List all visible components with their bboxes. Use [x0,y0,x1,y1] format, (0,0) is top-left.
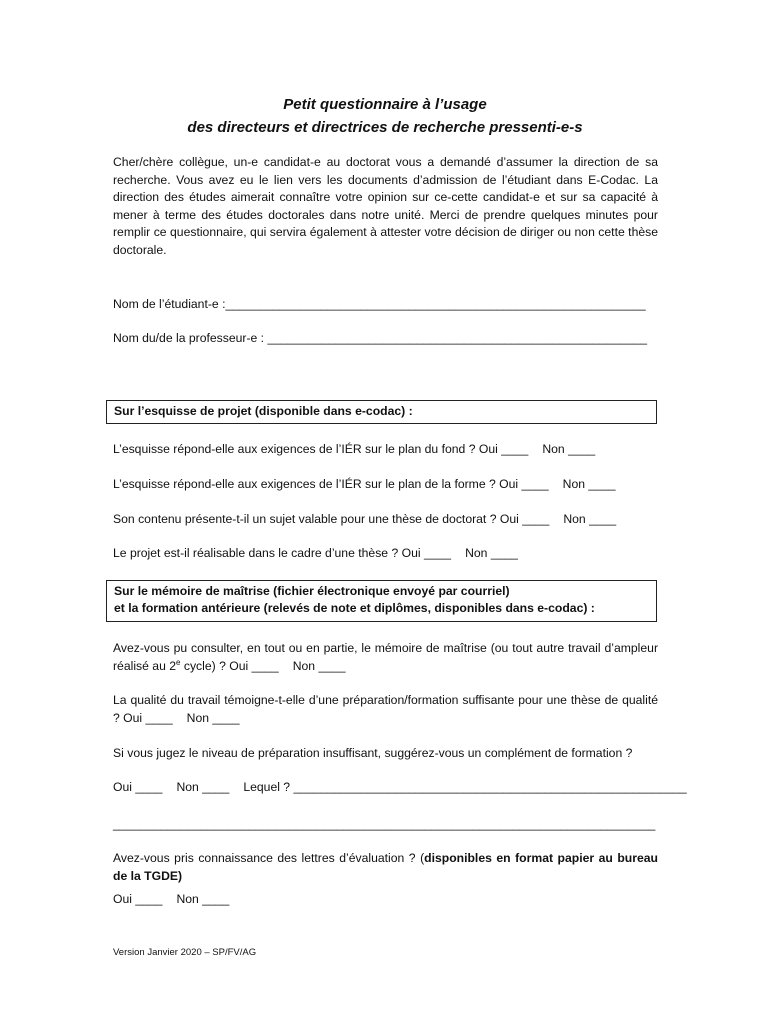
question-qualite-non[interactable]: Non ____ [186,710,240,725]
superscript-e: e [176,657,181,667]
page-title-line1: Petit questionnaire à l’usage [283,96,487,113]
question-lettres-text: Avez-vous pris connaissance des lettres d’évaluation ? ( [113,851,425,865]
question-memoire-consulte [113,640,658,675]
question-realisable [113,545,518,561]
question-memoire-text-after: cycle) ? Oui ____ [180,658,279,673]
question-memoire-text: Avez-vous pu consulter, en tout ou en partie, le mémoire de maîtrise (ou tout autre travail d’ampleur réalisé au 2 [113,641,658,673]
question-complement: Si vous jugez le niveau de préparation insuffisant, suggérez-vous un complément de formation ? [113,746,633,760]
page-title-line2: des directeurs et directrices de recherche pressenti-e-s [187,119,583,136]
complement-answer-row [113,779,687,795]
question-forme [113,476,616,492]
question-qualite [113,692,658,727]
lettres-non[interactable]: Non ____ [176,892,230,906]
lettres-oui[interactable]: Oui ____ [113,892,163,906]
question-forme-text: L’esquisse répond-elle aux exigences de l’IÉR sur le plan de la forme ? Oui ____ [113,477,549,491]
complement-lequel-field[interactable]: Lequel ? __________________________________________________________ [243,780,687,794]
version-footer: Version Janvier 2020 – SP/FV/AG [113,947,257,958]
section-header-esquisse-text: Sur l’esquisse de projet (disponible dans e-codac) : [114,404,413,418]
professor-name-field[interactable]: Nom du/de la professeur-e : ________________________________________________________ [113,331,648,345]
question-realisable-text: Le projet est-il réalisable dans le cadre d’une thèse ? Oui ____ [113,546,452,560]
section-header-memoire-line1: Sur le mémoire de maîtrise (fichier électronique envoyé par courriel) [114,584,510,598]
question-contenu-text: Son contenu présente-t-il un sujet valable pour une thèse de doctorat ? Oui ____ [113,512,550,526]
complement-non[interactable]: Non ____ [176,780,230,794]
question-fond-non[interactable]: Non ____ [542,442,596,456]
question-contenu-non[interactable]: Non ____ [563,512,617,526]
section-header-memoire-line2: et la formation antérieure (relevés de note et diplômes, disponibles dans e-codac) : [114,601,595,615]
complement-oui[interactable]: Oui ____ [113,780,163,794]
question-realisable-non[interactable]: Non ____ [465,546,518,560]
intro-paragraph: Cher/chère collègue, un-e candidat-e au doctorat vous a demandé d’assumer la direction de sa recherche. Vous avez eu le lien vers les documents d’admission de l’étudiant dans E-Codac. La direction des études aimerait connaître votre opinion sur ce-cette candidat-e et sur sa capacité à mener à terme des études doctorales dans notre unité. Merci de prendre quelques minutes pour remplir ce questionnaire, qui servira également à attester votre décision de diriger ou non cette thèse doctorale. [113,155,658,257]
question-memoire-non[interactable]: Non ____ [292,658,346,673]
question-fond-text: L’esquisse répond-elle aux exigences de l’IÉR sur le plan du fond ? Oui ____ [113,442,529,456]
question-qualite-text: La qualité du travail témoigne-t-elle d’une préparation/formation suffisante pour une thèse de qualité ? Oui ____ [113,693,658,725]
question-forme-non[interactable]: Non ____ [562,477,616,491]
section-header-memoire [106,580,657,622]
question-lettres [113,850,658,885]
lettres-answer-row [113,891,229,907]
student-name-field[interactable]: Nom de l’étudiant-e :______________________________________________________________ [113,297,646,311]
question-contenu [113,511,616,527]
question-fond [113,441,595,457]
complement-extra-line[interactable]: ________________________________________________________________________________ [113,817,656,831]
question-lettres-bold: disponibles en format papier au bureau de la TGDE) [113,851,658,883]
section-header-esquisse [106,400,657,424]
